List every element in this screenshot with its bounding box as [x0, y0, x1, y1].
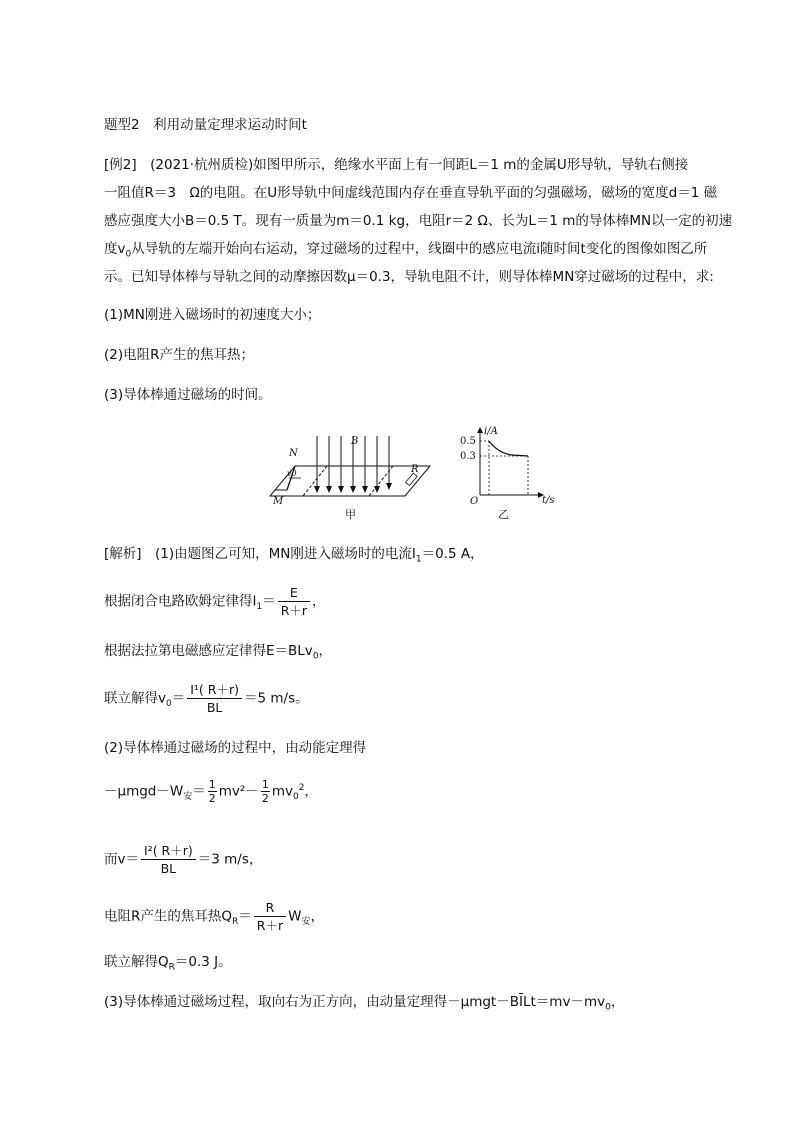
example-line-4: 度$v_0$从导轨的左端开始向右运动，穿过磁场的过程中，线圈中的感应电流i随时间t变化的图像如图乙所 [104, 241, 708, 260]
label-r: R [411, 464, 419, 475]
example-line-5: 示。已知导体棒与导轨之间的动摩擦因数μ＝0.3，导轨电阻不计，则导体棒MN穿过磁场的过程中，求: [104, 269, 714, 285]
tick-03: 0.3 [460, 451, 476, 462]
question-2: (2)电阻R产生的焦耳热； [104, 347, 255, 363]
example-line-3: 感应强度大小B＝0.5 T。现有一质量为m＝0.1 kg，电阻r＝2 Ω、长为L＝1 m的导体棒MN以一定的初速 [104, 213, 733, 229]
solution-line-9: 联立解得$Q_R=0.3$ J。 [104, 954, 232, 973]
caption-jia: 甲 [345, 508, 356, 521]
label-v0: v0 [287, 469, 297, 478]
figure-jia [265, 430, 445, 522]
solution-line-5: (2)导体棒通过磁场的过程中，由动能定理得 [104, 740, 367, 756]
y-axis-label: i/A [484, 426, 498, 437]
figure-yi [458, 425, 558, 522]
label-n: N [289, 448, 298, 459]
field-boundary-left [303, 466, 327, 496]
section-heading: 题型2 利用动量定理求运动时间t [104, 117, 307, 133]
solution-line-2: 根据闭合电路欧姆定律得$I_1=$ $\frac{E}{R+r}$ ， [104, 585, 326, 618]
example-line-1: [例2] (2021·杭州质检)如图甲所示，绝缘水平面上有一间距L＝1 m的金属U形导轨，导轨右侧接 [104, 157, 689, 173]
current-curve [489, 441, 528, 456]
question-1: (1)MN刚进入磁场时的初速度大小； [104, 307, 321, 323]
solution-line-3: 根据法拉第电磁感应定律得E＝BLv$_0$， [104, 643, 333, 662]
solution-line-8: 电阻R产生的焦耳热$Q_R=$ $\frac{R}{R+r}$ $W_安$， [104, 900, 324, 933]
question-3: (3)导体棒通过磁场的时间。 [104, 387, 272, 403]
caption-yi: 乙 [498, 508, 509, 521]
solution-line-4: 联立解得$v_0=$ $\frac{\text{I¹( R＋r)}}{BL}$ ＝5 m/s。 [104, 682, 309, 715]
solution-line-1: [解析] (1)由题图乙可知，MN刚进入磁场时的电流$I_1=0.5$ A， [104, 546, 484, 565]
label-b: B [351, 436, 359, 447]
origin-label: O [470, 496, 479, 507]
tick-05: 0.5 [460, 436, 476, 447]
solution-line-6: $-\mu mgd-W_安=$ $\frac{1}{2}$ mv²－ $\frac{1}{2}$ $mv_0^2$， [104, 778, 318, 805]
solution-line-7: 而v＝ $\frac{\text{I²( R＋r)}}{BL}$ ＝3 m/s， [104, 843, 263, 876]
x-axis-label: t/s [542, 495, 555, 506]
example-line-2: 一阻值R＝3 Ω的电阻。在U形导轨中间虚线范围内存在垂直导轨平面的匀强磁场，磁场的宽度d＝1 磁 [104, 185, 718, 201]
solution-line-10: (3)导体棒通过磁场过程，取向右为正方向，由动量定理得$-\mu mgt-B\overline{I}Lt=mv-mv_0$， [104, 994, 625, 1013]
label-m: M [273, 496, 284, 507]
